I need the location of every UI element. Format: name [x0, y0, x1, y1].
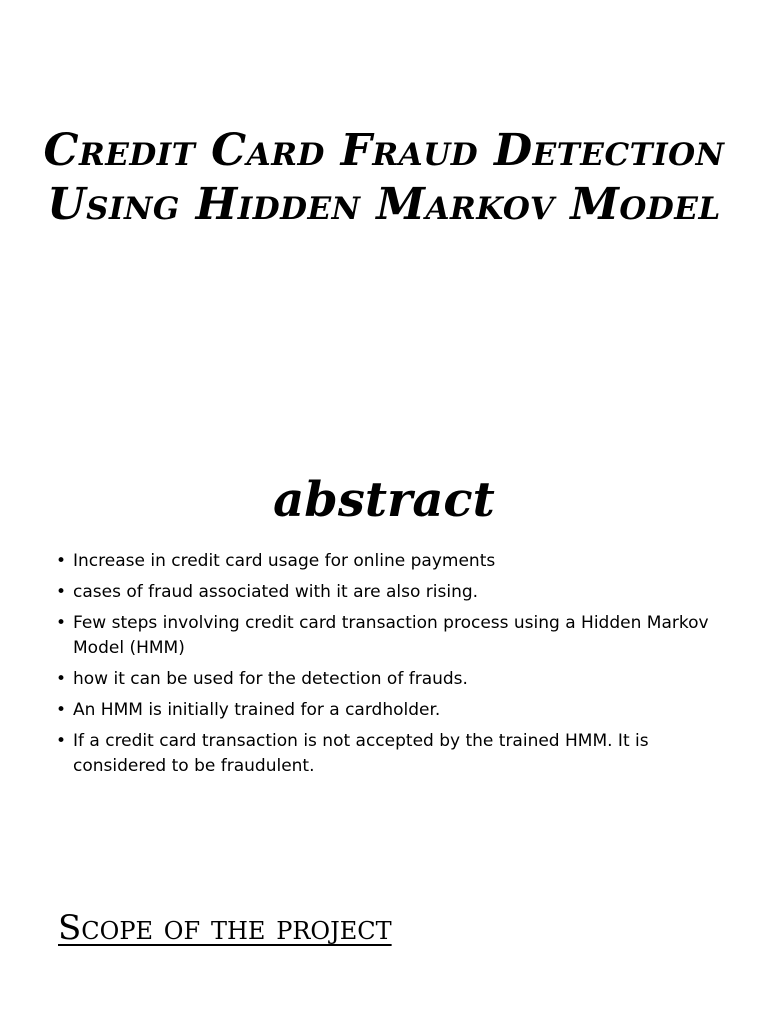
bullet-text: Increase in credit card usage for online payments: [73, 551, 496, 571]
list-item: [56, 698, 716, 723]
bullet-icon: •: [56, 700, 67, 720]
list-item: [56, 667, 716, 692]
list-item: [56, 549, 716, 574]
list-item: [56, 729, 716, 779]
list-item: [56, 580, 716, 605]
bullet-text: cases of fraud associated with it are also rising.: [73, 582, 479, 602]
bullet-text: If a credit card transaction is not accepted by the trained HMM. It is considered to be fraudulent.: [73, 731, 649, 776]
list-item: [56, 611, 716, 661]
bullet-icon: •: [56, 613, 67, 633]
bullet-icon: •: [56, 582, 67, 602]
bullet-text: Few steps involving credit card transaction process using a Hidden Markov Model (HMM): [73, 613, 709, 658]
bullet-text: An HMM is initially trained for a cardholder.: [73, 700, 441, 720]
abstract-bullet-list: [56, 549, 716, 785]
document-title: Credit Card Fraud Detection Using Hidden Markov Model: [43, 125, 725, 230]
scope-heading: Scope of the project: [58, 908, 392, 948]
bullet-icon: •: [56, 551, 67, 571]
bullet-text: how it can be used for the detection of frauds.: [73, 669, 468, 689]
bullet-icon: •: [56, 731, 67, 751]
bullet-icon: •: [56, 669, 67, 689]
abstract-heading: abstract: [273, 472, 495, 528]
